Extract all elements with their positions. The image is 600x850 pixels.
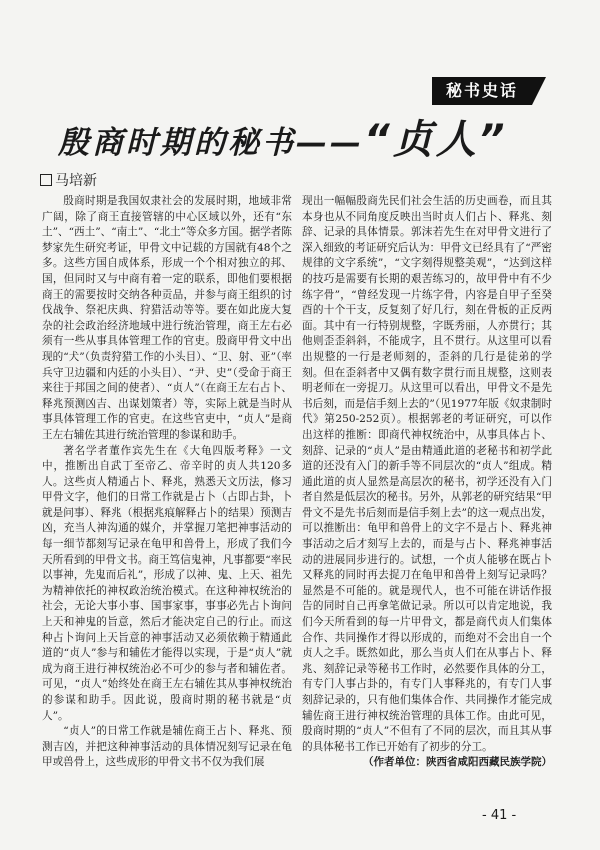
article-title — [58, 112, 558, 171]
section-tag-tail — [532, 77, 546, 105]
title-main: 殷商时期的秘书—— — [58, 125, 364, 161]
title-emphasis: “贞人” — [364, 117, 508, 163]
page-number: - 41 - — [482, 808, 517, 823]
author-name: 马培新 — [55, 173, 97, 189]
right-column — [302, 194, 552, 790]
author-affiliation: （作者单位：陕西省咸阳西藏民族学院） — [363, 756, 552, 769]
author-box-icon — [40, 174, 52, 186]
author-line — [40, 170, 97, 190]
left-column — [42, 194, 292, 790]
section-tag: 秘书史话 — [432, 77, 532, 105]
right-paragraph: 现出一幅幅殷商先民们社会生活的历史画卷，而且其本身也从不同角度反映出当时贞人们占卜、释兆、刻辞、记录的具体情景。郭沫若先生在对甲骨文进行了深入细致的考证研究后认为：甲骨文已经具有了“严密规律的文字系统”，“文字刻得规整美观”，“达到这样的技巧是需要有长期的艰苦练习的，故甲骨中有不少练字骨”，“曾经发现一片练字骨，内容是自甲子至癸酉的十个干支，反复刻了好几行，刻在骨板的正反两面。其中有一行特别规整，字既秀丽，人亦贯行；其他则歪歪斜斜，不能成字，且不贯行。从这里可以看出规整的一行是老师刻的，歪斜的几行是徒弟的学刻。但在歪斜者中又偶有数字贯行而且规整，这则表明老师在一旁捉刀。从这里可以看出，甲骨文不是先书后刻，而是信手刻上去的”（见1977年版《奴隶制时代》第250-252页）。根据郭老的考证研究，可以作出这样的推断：即商代神权统治中，从事具体占卜、刻辞、记录的“贞人”是由精通此道的老秘书和初学此道的还没有入门的新手等不同层次的“贞人”组成。精通此道的贞人显然是高层次的秘书，初学还没有入门者自然是低层次的秘书。另外，从郭老的研究结果“甲骨文不是先书后刻而是信手刻上去”的这一观点出发，可以推断出：龟甲和兽骨上的文字不是占卜、释兆神事活动之后才刻写上去的，而是与占卜、释兆神事活动的进展同步进行的。试想，一个贞人能够在既占卜又释兆的同时再去捉刀在龟甲和兽骨上刻写记录吗？显然是不可能的。就是现代人，也不可能在讲话作报告的同时自己再拿笔做记录。所以可以肯定地说，我们今天所看到的每一片甲骨文，都是商代贞人们集体合作、共同操作才得以形成的，而绝对不会出自一个贞人之手。既然如此，那么当贞人们在从事占卜、释兆、刻辞记录等秘书工作时，必然要作具体的分工，有专门人事占卦的，有专门人事释兆的，有专门人事刻辞记录的，只有他们集体合作、共同操作才能完成辅佐商王进行神权统治管理的具体工作。由此可见，殷商时期的“贞人”不但有了不同的层次，而且其从事的具体秘书工作已开始有了初步的分工。 — [302, 195, 552, 753]
left-paragraph: 著名学者董作宾先生在《大龟四版考释》一文中，推断出自武丁至帝乙、帝辛时的贞人共120多人。这些贞人精通占卜、释兆，熟悉天文历法，修习甲骨文字，他们的日常工作就是占卜（占即占卦，卜就是问事）、释兆（根据兆痕解释占卜的结果）预测吉凶，充当人神沟通的媒介，并掌握刀笔把神事活动的每一细节都刻写记录在龟甲和兽骨上，形成了我们今天所看到的甲骨文书。商王笃信鬼神，凡事都要“率民以事神，先鬼而后礼”，形成了以神、鬼、上天、祖先为精神依托的神权政治统治模式。在这种神权统治的社会，无论大事小事、国事家事，事事必先占卜询问上天和神鬼的旨意，然后才能决定自己的行止。而这种占卜询问上天旨意的神事活动又必须依赖于精通此道的“贞人”参与和辅佐才能得以实现，于是“贞人”就成为商王进行神权统治必不可少的参与者和辅佐者。可见，“贞人”始终处在商王左右辅佐其从事神权统治的参谋和助手。因此说，殷商时期的秘书就是“贞人”。 — [42, 444, 292, 722]
left-paragraph: “贞人”的日常工作就是辅佐商王占卜、释兆、预测吉凶，并把这种神事活动的具体情况刻写记录在龟甲或兽骨上，这些成形的甲骨文书不仅为我们展 — [42, 725, 292, 769]
left-paragraph: 殷商时期是我国奴隶社会的发展时期，地域非常广阔，除了商王直接管辖的中心区域以外，还有“东土”、“西土”、“南土”、“北土”等众多方国。据学者陈梦家先生研究考证，甲骨文中记载的方国就有48个之多。这些方国自成体系，形成一个个相对独立的邦、国，但同时又与中商有着一定的联系，即他们要根据商王的需要按时交纳各种贡品，并参与商王组织的讨伐战争、祭祀庆典、狩猎活动等等。要在如此庞大复杂的社会政治经济地域中进行统治管理，商王左右必须有一些从事具体管理工作的官吏。殷商甲骨文中出现的“犬”（负责狩猎工作的小头目）、“卫、射、亚”（率兵守卫边疆和内廷的小头目）、“尹、史”（受命于商王来往于邦国之间的使者）、“贞人”（在商王左右占卜、释兆预测凶吉、出谋划策者）等，实际上就是当时从事具体管理工作的官吏。在这些官吏中，“贞人”是商王左右辅佐其进行统治管理的参谋和助手。 — [42, 195, 292, 441]
